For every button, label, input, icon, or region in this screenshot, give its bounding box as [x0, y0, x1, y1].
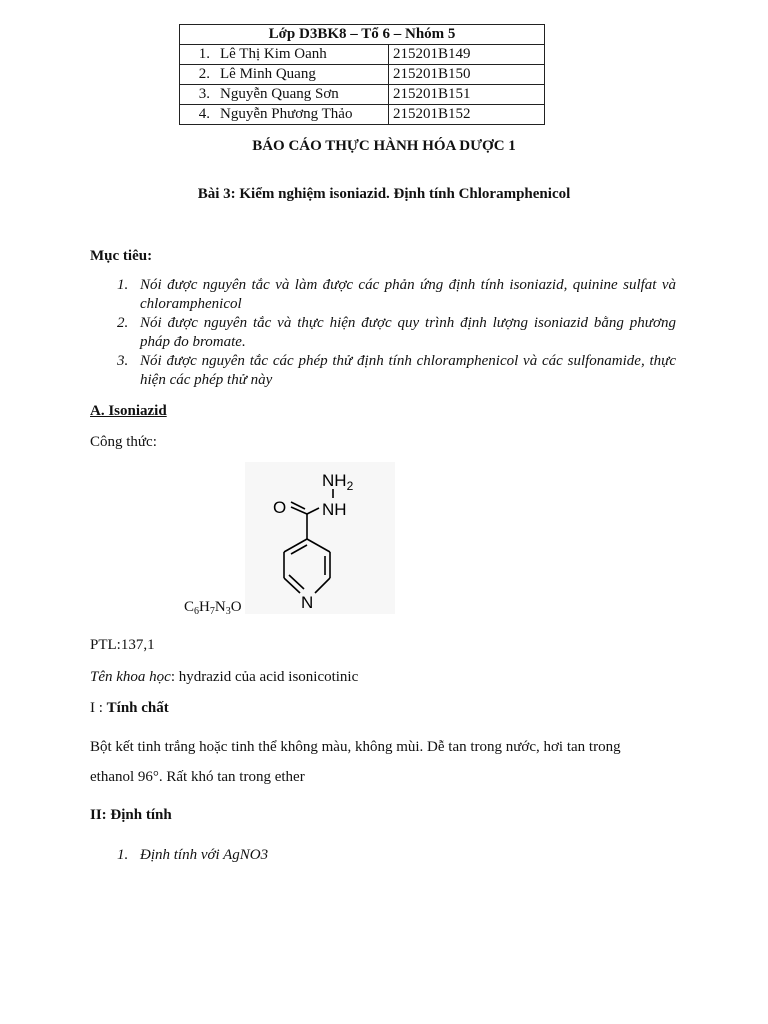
objective-item: 1. Nói được nguyên tắc và làm được các phản ứng định tính isoniazid, quinine sulfat và chloramphenicol: [117, 277, 676, 312]
oxygen-label: O: [273, 498, 287, 517]
section-a-heading: A. Isoniazid: [90, 403, 167, 419]
roster-id: 215201B150: [389, 65, 545, 85]
roster-id: 215201B151: [389, 85, 545, 105]
molecular-formula: $C_6H_7N_3O$: [184, 599, 242, 617]
roster-no: 3.: [198, 86, 210, 102]
lesson-title: Bài 3: Kiểm nghiệm isoniazid. Định tính Chloramphenicol: [197, 186, 571, 202]
objectives-list: [90, 276, 676, 390]
roster-row: [180, 65, 545, 85]
objective-item: 2. Nói được nguyên tắc và thực hiện được quy trình định lượng isoniazid bằng phương pháp đo bromate.: [117, 315, 676, 350]
nh-label: NH: [322, 500, 347, 519]
nh2-label: $NH_2$: [322, 471, 354, 493]
objectives-heading: Mục tiêu:: [90, 248, 153, 264]
section-i-body-line-1: Bột kết tinh trắng hoặc tinh thể không màu, không mùi. Dễ tan trong nước, hơi tan trong: [90, 739, 621, 755]
roster-no: 2.: [198, 66, 210, 82]
roster-no: 4.: [198, 106, 210, 122]
formula-label: Công thức:: [90, 434, 157, 450]
roster-id: 215201B152: [389, 105, 545, 125]
section-i-heading: I : Tính chất: [90, 700, 169, 716]
roster-row: [180, 105, 545, 125]
section-ii-heading: II: Định tính: [90, 807, 172, 823]
ptl-text: PTL:137,1: [90, 637, 155, 653]
nitrogen-label: N: [301, 593, 314, 612]
report-title: BÁO CÁO THỰC HÀNH HÓA DƯỢC 1: [252, 138, 516, 154]
roster-header: Lớp D3BK8 – Tổ 6 – Nhóm 5: [180, 25, 545, 45]
roster-name: Lê Minh Quang: [220, 66, 316, 82]
isoniazid-structure: [245, 462, 395, 614]
objective-item: 3. Nói được nguyên tắc các phép thử định tính chloramphenicol và các sulfonamide, thực hiện các phép thử này: [117, 353, 676, 388]
section-ii-item-number: 1.: [117, 847, 129, 863]
roster-row: [180, 85, 545, 105]
roster-name: Lê Thị Kim Oanh: [220, 46, 327, 62]
scientific-name: Tên khoa học: hydrazid của acid isonicotinic: [90, 669, 359, 685]
roster-header-row: [180, 25, 545, 45]
roster-name: Nguyễn Quang Sơn: [220, 86, 339, 102]
roster-id: 215201B149: [389, 45, 545, 65]
roster-row: [180, 45, 545, 65]
roster-no: 1.: [198, 46, 210, 62]
section-i-body-line-2: ethanol 96°. Rất khó tan trong ether: [90, 769, 305, 785]
roster-table: [179, 24, 545, 125]
section-ii-item: Định tính với AgNO3: [140, 847, 269, 863]
roster-name: Nguyễn Phương Thảo: [220, 106, 353, 122]
